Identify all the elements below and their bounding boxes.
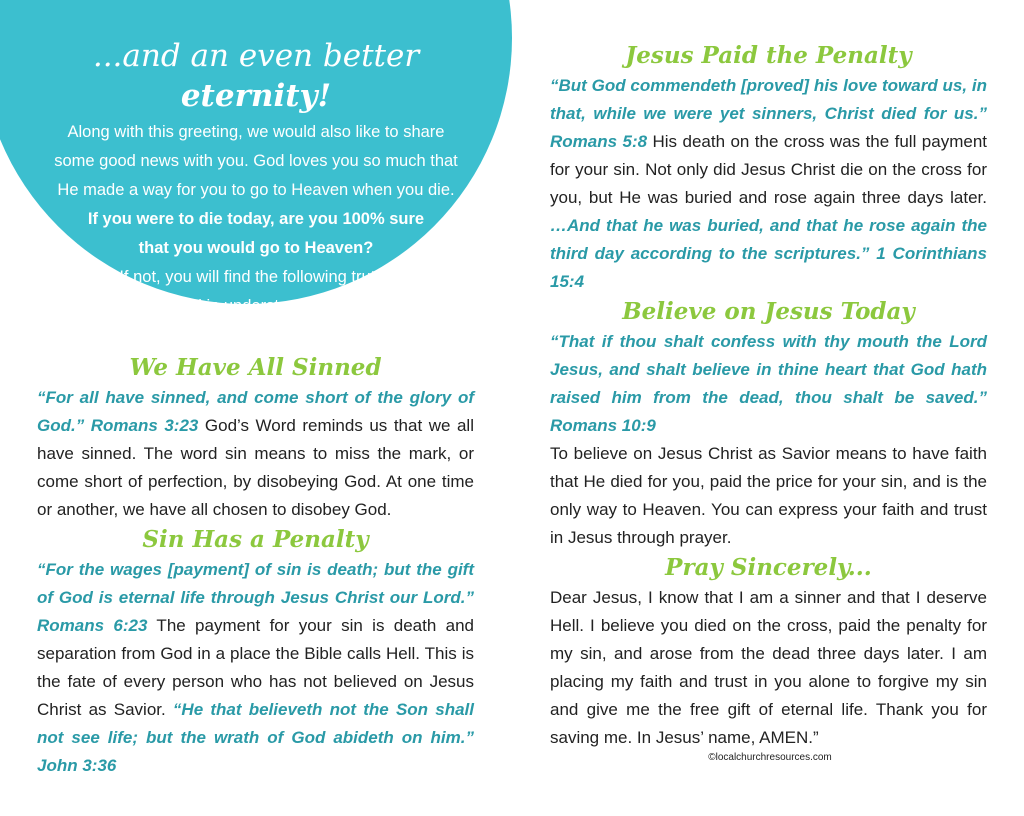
intro-question: that you would go to Heaven? [138,239,374,257]
intro-question: If you were to die today, are you 100% sure [87,210,425,228]
verse-romans-3-23: “For all have sinned, and come short of the glory of God.” Romans 3:23 [37,388,474,435]
verse-john-3-36: “He that believeth not the Son shall not see life; but the wrath of God abideth on him.” John 3:36 [37,700,474,775]
section-heading-penalty: Sin Has a Penalty [142,526,369,553]
body-text: God’s Word reminds us that we all have sinned. The word sin means to miss the mark, or come short of perfection, by disobeying God. At one time or another, we have all chosen to disobey God. [37,416,474,519]
intro-line: helpful in understanding this [153,297,359,315]
section-heading-pray: Pray Sincerely... [665,554,872,581]
body-text: His death on the cross was the full payment for your sin. Not only did Jesus Christ die on the cross for you, but He was buried and rose again three days later. [550,132,987,207]
intro-line: some good news with you. God loves you so much that [54,152,458,170]
verse-romans-10-9: “That if thou shalt confess with thy mouth the Lord Jesus, and shalt believe in thine heart that God hath raised him from the dead, thou shalt be saved.” Romans 10:9 [550,332,987,435]
prayer-text: Dear Jesus, I know that I am a sinner and that I deserve Hell. I believe you died on the cross, paid the penalty for my sin, and arose from the dead three days later. I am placing my faith and trust in you alone to forgive my sin and give me the free gift of eternal life. Thank you for saving me. In Jesus’ name, AMEN.” [550,588,987,747]
section-text-paid [550,72,987,296]
verse-1-corinthians-15-4: …And that he was buried, and that he rose again the third day according to the scriptures.” 1 Corinthians 15:4 [550,216,987,291]
section-heading-believe: Believe on Jesus Today [622,298,915,325]
section-heading-paid: Jesus Paid the Penalty [625,42,912,69]
right-column [550,40,987,752]
verse-romans-6-23: “For the wages [payment] of sin is death; but the gift of God is eternal life through Jesus Christ our Lord.” Romans 6:23 [37,560,474,635]
intro-line: Along with this greeting, we would also like to share [67,123,445,141]
verse-romans-5-8: “But God commendeth [proved] his love toward us, in that, while we were yet sinners, Christ died for us.” Romans 5:8 [550,76,987,151]
intro-line: important subject. [190,326,322,344]
intro-line: He made a way for you to go to Heaven when you die. [57,181,455,199]
section-text-believe: To believe on Jesus Christ as Savior means to have faith that He died for you, paid the price for your sin, and is the only way to Heaven. You can express your faith and trust in Jesus through prayer. [550,444,987,547]
body-text: The payment for your sin is death and separation from God in a place the Bible calls Hell. This is the fate of every person who has not believed on Jesus Christ as Savior. [37,616,474,719]
section-heading-sinned: We Have All Sinned [129,354,382,381]
headline-text: ...and an even better [92,38,420,74]
section-text-penalty [37,556,474,780]
intro-block [20,36,492,350]
intro-line: If not, you will find the following truths [119,268,393,286]
intro-headline [20,36,492,116]
copyright-notice: ©localchurchresources.com [708,752,832,763]
headline-emphasis: eternity! [180,78,332,114]
section-verse-believe [550,328,987,440]
left-column [37,352,474,780]
section-text-sinned [37,384,474,524]
